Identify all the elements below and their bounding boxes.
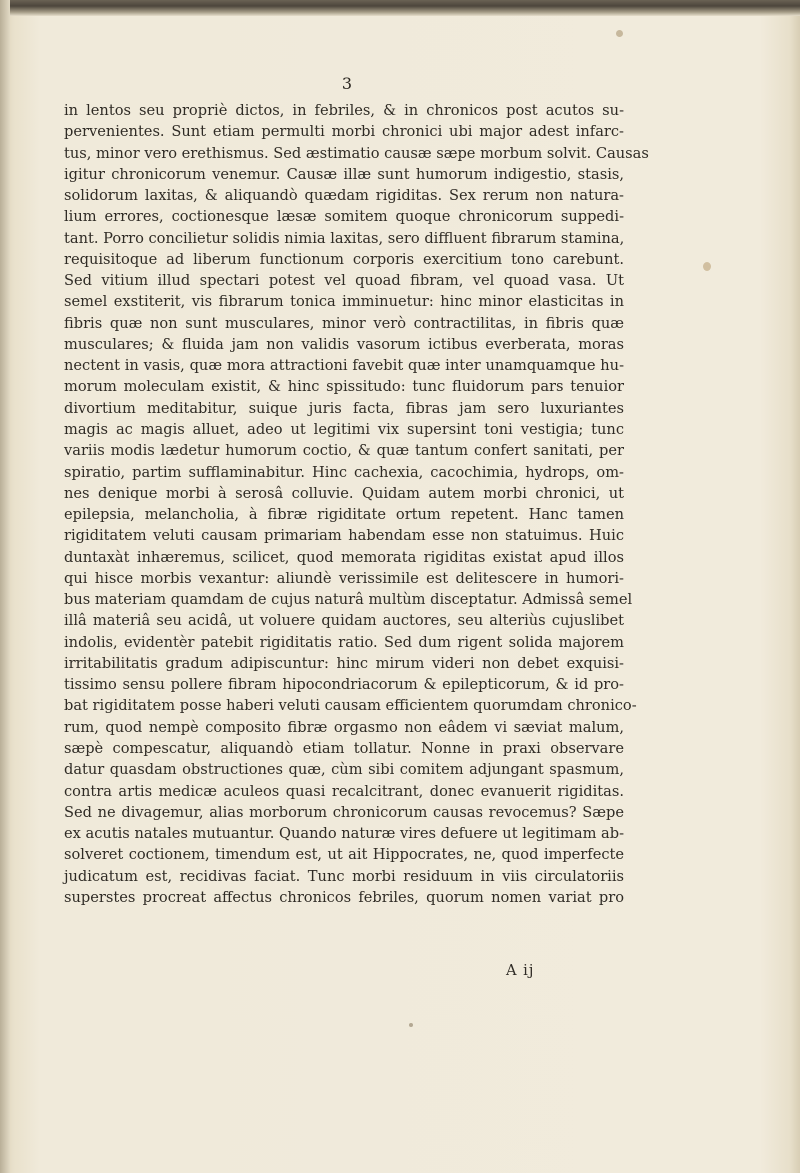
text-line: rum, quod nempè composito fibræ orgasmo non eâdem vi sæviat malum, bbox=[64, 718, 624, 736]
text-line: illâ materiâ seu acidâ, ut voluere quidam auctores, seu alteriùs cujuslibet bbox=[64, 612, 624, 630]
page-number: 3 bbox=[341, 74, 353, 93]
text-line: sæpè compescatur, aliquandò etiam tollatur. Nonne in praxi observare bbox=[64, 739, 624, 757]
text-line: Sed ne divagemur, alias morborum chronicorum causas revocemus? Sæpe bbox=[64, 803, 624, 821]
page-binding-edge bbox=[0, 0, 10, 1173]
text-line: nectent in vasis, quæ mora attractioni favebit quæ inter unamquamque hu- bbox=[64, 357, 624, 375]
text-line: tissimo sensu pollere fibram hipocondriacorum & epilepticorum, & id pro- bbox=[64, 676, 624, 694]
text-line: fibris quæ non sunt musculares, minor verò contractilitas, in fibris quæ bbox=[64, 314, 624, 332]
text-line: in lentos seu propriè dictos, in febriles, & in chronicos post acutos su- bbox=[64, 102, 624, 119]
text-line: nes denique morbi à serosâ colluvie. Quidam autem morbi chronici, ut bbox=[64, 484, 624, 502]
text-line: Sed vitium illud spectari potest vel quoad fibram, vel quoad vasa. Ut bbox=[64, 272, 624, 290]
text-line: variis modis lædetur humorum coctio, & quæ tantum confert sanitati, per bbox=[64, 442, 624, 460]
text-line: magis ac magis alluet, adeo ut legitimi vix supersint toni vestigia; tunc bbox=[64, 420, 624, 438]
text-line: datur quasdam obstructiones quæ, cùm sibi comitem adjungant spasmum, bbox=[64, 761, 624, 779]
ink-spot bbox=[703, 262, 711, 271]
signature-mark: A ij bbox=[506, 962, 535, 979]
text-line: spiratio, partim sufflaminabitur. Hinc cachexia, cacochimia, hydrops, om- bbox=[64, 463, 624, 481]
text-line: lium errores, coctionesque læsæ somitem quoque chronicorum suppedi- bbox=[64, 208, 624, 226]
text-line: bus materiam quamdam de cujus naturâ multùm disceptatur. Admissâ semel bbox=[64, 591, 633, 609]
text-line: solveret coctionem, timendum est, ut ait Hippocrates, ne, quod imperfecte bbox=[64, 846, 624, 864]
text-line: solidorum laxitas, & aliquandò quædam rigiditas. Sex rerum non natura- bbox=[64, 187, 624, 205]
text-line: judicatum est, recidivas faciat. Tunc morbi residuum in viis circulatoriis bbox=[64, 867, 624, 885]
text-line: pervenientes. Sunt etiam permulti morbi chronici ubi major adest infarc- bbox=[64, 123, 624, 141]
text-line: qui hisce morbis vexantur: aliundè verissimile est delitescere in humori- bbox=[64, 569, 624, 587]
text-line: epilepsia, melancholia, à fibræ rigiditate ortum repetent. Hanc tamen bbox=[64, 506, 624, 524]
ink-spot bbox=[616, 30, 623, 37]
text-line: semel exstiterit, vis fibrarum tonica imminuetur: hinc minor elasticitas in bbox=[64, 293, 624, 311]
text-line: irritabilitatis gradum adipiscuntur: hinc mirum videri non debet exquisi- bbox=[64, 654, 624, 672]
text-line: bat rigiditatem posse haberi veluti causam efficientem quorumdam chronico- bbox=[64, 697, 637, 715]
text-line: contra artis medicæ aculeos quasi recalcitrant, donec evanuerit rigiditas. bbox=[64, 782, 624, 800]
text-line: morum moleculam existit, & hinc spissitudo: tunc fluidorum pars tenuior bbox=[64, 378, 624, 396]
text-line: ex acutis natales mutuantur. Quando naturæ vires defuere ut legitimam ab- bbox=[64, 825, 625, 843]
text-line: tant. Porro concilietur solidis nimia laxitas, sero diffluent fibrarum stamina, bbox=[64, 229, 625, 247]
ink-spot bbox=[409, 1023, 413, 1027]
text-line: rigiditatem veluti causam primariam habendam esse non statuimus. Huic bbox=[64, 527, 624, 545]
text-line: tus, minor vero erethismus. Sed æstimatio causæ sæpe morbum solvit. Causas bbox=[64, 144, 649, 162]
text-line: igitur chronicorum venemur. Causæ illæ sunt humorum indigestio, stasis, bbox=[64, 165, 624, 183]
text-line: requisitoque ad liberum functionum corporis exercitium tono carebunt. bbox=[64, 250, 624, 268]
body-text bbox=[64, 100, 649, 908]
page-top-edge bbox=[0, 0, 800, 16]
text-line: musculares; & fluida jam non validis vasorum ictibus everberata, moras bbox=[64, 335, 624, 353]
text-line: divortium meditabitur, suique juris facta, fibras jam sero luxuriantes bbox=[64, 399, 624, 417]
text-line: indolis, evidentèr patebit rigiditatis ratio. Sed dum rigent solida majorem bbox=[64, 633, 624, 651]
text-line: superstes procreat affectus chronicos febriles, quorum nomen variat pro bbox=[64, 888, 624, 906]
text-line: duntaxàt inhæremus, scilicet, quod memorata rigiditas existat apud illos bbox=[64, 548, 624, 566]
